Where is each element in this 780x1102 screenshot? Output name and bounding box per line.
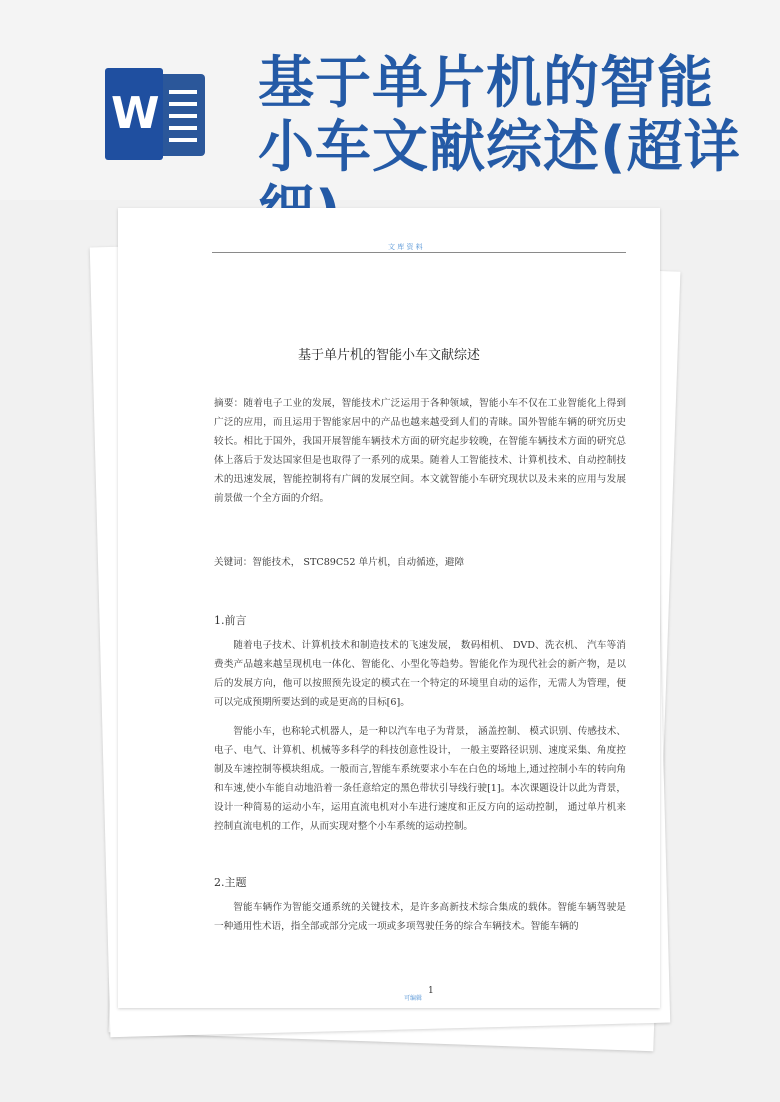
page-number: 1 <box>428 986 434 996</box>
word-tile <box>105 68 163 160</box>
banner <box>0 0 780 200</box>
section-1-title: 1.前言 <box>214 614 247 627</box>
word-letter: W <box>111 88 160 139</box>
banner-title-line2: 小车文献综述(超详 <box>258 115 741 180</box>
page-header-text: 文 库 资 料 <box>388 243 423 251</box>
word-icon <box>105 68 207 160</box>
page-header-rule <box>212 252 626 253</box>
section-1-paragraph-1: 随着电子技术、计算机技术和制造技术的飞速发展， 数码相机、 DVD、洗衣机、 汽车等消费类产品越来越呈现机电一体化、智能化、小型化等趋势。智能化作为现代社会的新产物，是以后的发展方向，他可以按照预先设定的模式在一个特定的环境里自动的运作，无需人为管理，便可以完成预期所要达到的或是更高的目标[6]。 <box>214 640 626 708</box>
document-title: 基于单片机的智能小车文献综述 <box>297 348 480 363</box>
section-2-paragraph-1: 智能车辆作为智能交通系统的关键技术，是许多高新技术综合集成的载体。智能车辆驾驶是一种通用性术语，指全部或部分完成一项或多项驾驶任务的综合车辆技术。智能车辆的 <box>214 902 626 932</box>
keywords-line: 关键词：智能技术， STC89C52 单片机，自动循迹，避障 <box>214 557 465 568</box>
abstract-paragraph: 摘要：随着电子工业的发展，智能技术广泛运用于各种领域，智能小车不仅在工业智能化上得到广泛的应用，而且运用于智能家居中的产品也越来越受到人们的青睐。国外智能车辆的研究历史较长。相比于国外，我国开展智能车辆技术方面的研究起步较晚，在智能车辆技术方面的研究总体上落后于发达国家但是也取得了一系列的成果。随着人工智能技术、计算机技术、自动控制技术的迅速发展，智能控制将有广阔的发展空间。本文就智能小车研究现状以及未来的应用与发展前景做一个全方面的介绍。 <box>214 398 626 504</box>
section-2-title: 2.主题 <box>214 876 247 889</box>
page-footer-text: 可编辑 <box>404 995 423 1002</box>
section-1-paragraph-2: 智能小车，也称轮式机器人，是一种以汽车电子为背景， 涵盖控制、 模式识别、传感技术、电子、电气、计算机、机械等多科学的科技创意性设计， 一般主要路径识别、速度采集、角度控制及车速控制等模块组成。一般而言,智能车系统要求小车在白色的场地上,通过控制小车的转向角和车速,使小车能自动地沿着一条任意给定的黑色带状引导线行驶[1]。本次课题设计以此为背景， 设计一种简易的运动小车，运用直流电机对小车进行速度和正反方向的运动控制， 通过单片机来控制直流电机的工作，从而实现对整个小车系统的运动控制。 <box>214 726 626 832</box>
document-page <box>118 208 660 1008</box>
banner-title-line1: 基于单片机的智能 <box>258 51 714 116</box>
